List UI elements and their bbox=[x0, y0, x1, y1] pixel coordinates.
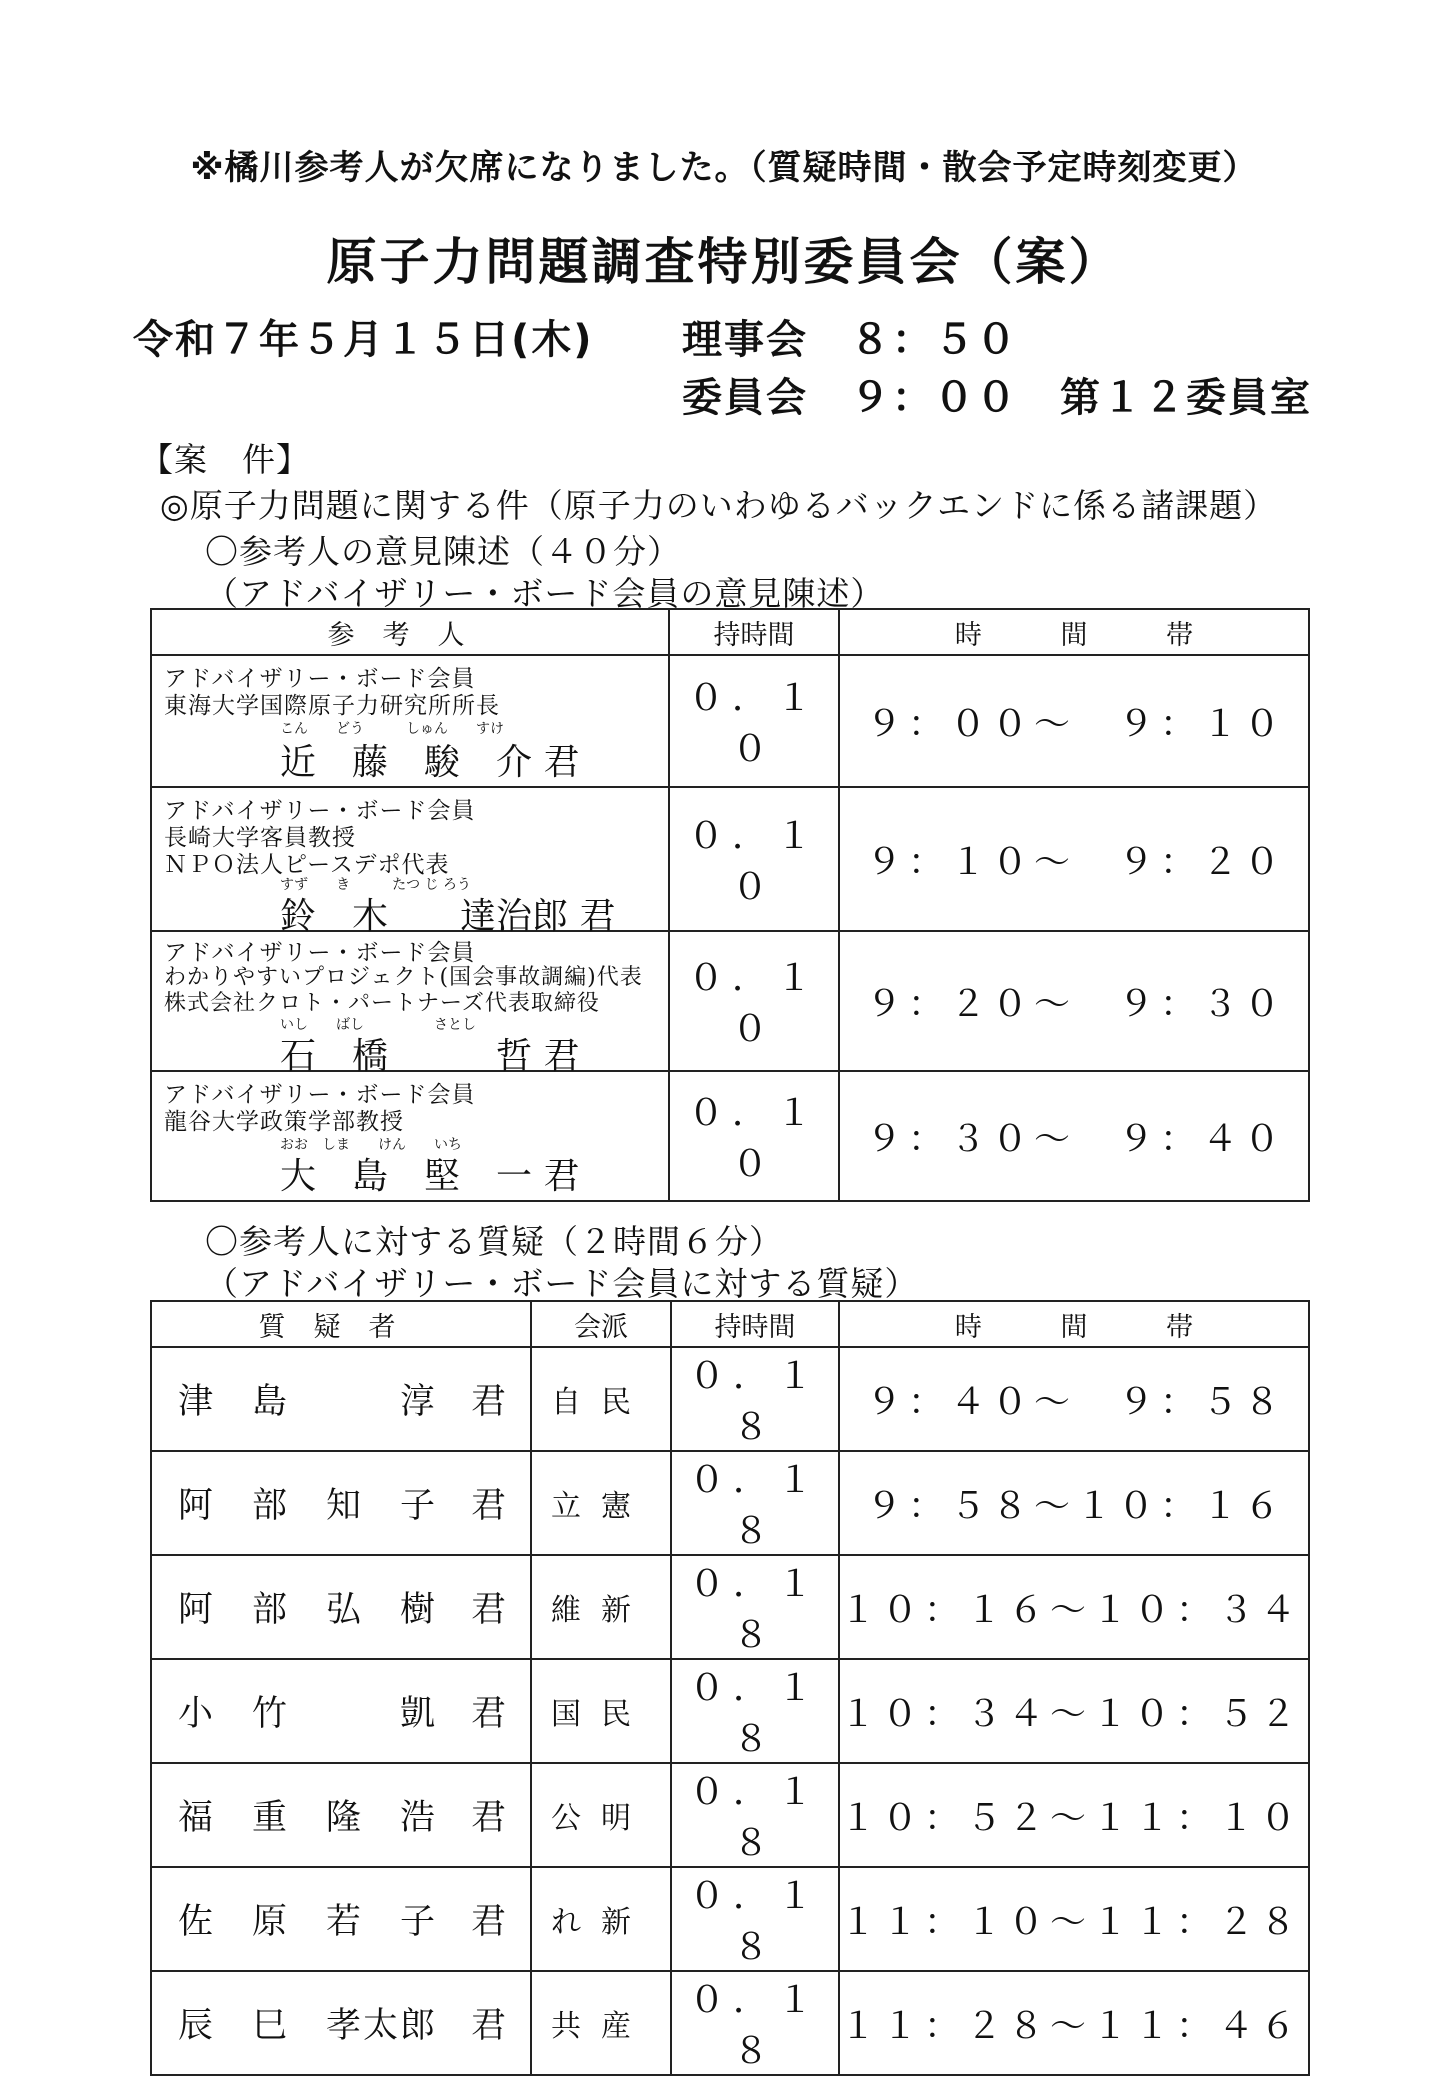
honorific: 君 bbox=[470, 1694, 508, 1734]
table-row bbox=[151, 1659, 1309, 1763]
table-row bbox=[151, 1347, 1309, 1451]
questioner-name: 辰 巳 孝太郎 bbox=[178, 2006, 438, 2046]
witness-affiliation: 長崎大学客員教授 bbox=[164, 825, 356, 851]
timeslot-cell: １０：５２～１１：１０ bbox=[839, 1763, 1309, 1867]
witness-cell bbox=[151, 931, 669, 1077]
table-row bbox=[151, 931, 1309, 1071]
honorific: 君 bbox=[470, 2006, 508, 2046]
party-cell: 維新 bbox=[531, 1555, 671, 1659]
questioner-cell bbox=[151, 1659, 531, 1763]
timeslot-cell: ９：００～ ９：１０ bbox=[839, 655, 1309, 787]
board-meeting-time: 理事会 ８：５０ bbox=[682, 317, 1018, 363]
timeslot-cell: ９：４０～ ９：５８ bbox=[839, 1347, 1309, 1451]
col-header-questioner: 質疑者 bbox=[151, 1301, 531, 1347]
witness-name: 大 島 堅 一 君 bbox=[280, 1156, 580, 1197]
witness-furigana: こん どう しゅん すけ bbox=[280, 721, 504, 737]
witness-affiliation: アドバイザリー・ボード会員 bbox=[164, 798, 476, 824]
table-row bbox=[151, 1971, 1309, 2075]
honorific: 君 bbox=[470, 1902, 508, 1942]
duration-cell: ０．１８ bbox=[671, 1659, 839, 1763]
witness-affiliation: アドバイザリー・ボード会員 bbox=[164, 666, 476, 692]
questioner-cell bbox=[151, 1451, 531, 1555]
honorific: 君 bbox=[470, 1382, 508, 1422]
table-row bbox=[151, 1071, 1309, 1201]
witness-affiliation: 龍谷大学政策学部教授 bbox=[164, 1109, 404, 1135]
col-header-witness: 参考人 bbox=[151, 609, 669, 655]
questioner-name: 阿 部 知 子 bbox=[178, 1486, 438, 1526]
honorific: 君 bbox=[470, 1590, 508, 1630]
duration-cell: ０．１８ bbox=[671, 1347, 839, 1451]
opinions-subheading: （アドバイザリー・ボード会員の意見陳述） bbox=[205, 574, 885, 613]
timeslot-cell: １０：３４～１０：５２ bbox=[839, 1659, 1309, 1763]
page-title: 原子力問題調査特別委員会（案） bbox=[326, 233, 1122, 291]
questioner-cell bbox=[151, 1867, 531, 1971]
opinions-table bbox=[150, 608, 1310, 1202]
timeslot-cell: ９：１０～ ９：２０ bbox=[839, 787, 1309, 931]
absence-notice: ※橘川参考人が欠席になりました。（質疑時間・散会予定時刻変更） bbox=[190, 148, 1258, 188]
party-cell: 公明 bbox=[531, 1763, 671, 1867]
meeting-date: 令和７年５月１５日(木) bbox=[133, 317, 594, 363]
questioner-cell bbox=[151, 1555, 531, 1659]
duration-cell: ０．１８ bbox=[671, 1971, 839, 2075]
questioner-cell bbox=[151, 1971, 531, 2075]
party-cell: 自民 bbox=[531, 1347, 671, 1451]
party-cell: 立憲 bbox=[531, 1451, 671, 1555]
witness-affiliation: わかりやすいプロジェクト(国会事故調編)代表 bbox=[164, 965, 643, 990]
col-header-duration: 持時間 bbox=[671, 1301, 839, 1347]
duration-cell: ０．１８ bbox=[671, 1867, 839, 1971]
col-header-party: 会派 bbox=[531, 1301, 671, 1347]
timeslot-cell: ９：３０～ ９：４０ bbox=[839, 1071, 1309, 1201]
witness-name: 石 橋 哲 君 bbox=[280, 1036, 580, 1077]
col-header-timeslot: 時 間 帯 bbox=[839, 1301, 1309, 1347]
party-cell: 国民 bbox=[531, 1659, 671, 1763]
timeslot-cell: １０：１６～１０：３４ bbox=[839, 1555, 1309, 1659]
witness-affiliation: 東海大学国際原子力研究所所長 bbox=[164, 693, 500, 719]
duration-cell: ０．１０ bbox=[669, 787, 839, 931]
committee-meeting-time: 委員会 ９：００ 第１２委員室 bbox=[682, 375, 1312, 421]
witness-cell bbox=[151, 1071, 669, 1201]
questions-table bbox=[150, 1300, 1310, 2076]
table-row bbox=[151, 655, 1309, 787]
agenda-heading: 【案 件】 bbox=[140, 440, 310, 479]
opinions-header-row bbox=[151, 609, 1309, 655]
witness-affiliation: 株式会社クロト・パートナーズ代表取締役 bbox=[164, 991, 600, 1016]
agenda-item: ◎原子力問題に関する件（原子力のいわゆるバックエンドに係る諸課題） bbox=[160, 486, 1278, 525]
timeslot-cell: ９：２０～ ９：３０ bbox=[839, 931, 1309, 1071]
questioner-cell bbox=[151, 1347, 531, 1451]
witness-affiliation: アドバイザリー・ボード会員 bbox=[164, 1082, 476, 1108]
honorific: 君 bbox=[470, 1798, 508, 1838]
witness-affiliation: アドバイザリー・ボード会員 bbox=[164, 940, 476, 966]
table-row bbox=[151, 1451, 1309, 1555]
duration-cell: ０．１８ bbox=[671, 1555, 839, 1659]
witness-name: 近 藤 駿 介 君 bbox=[280, 742, 580, 783]
questions-heading: 〇参考人に対する質疑（２時間６分） bbox=[205, 1222, 783, 1261]
table-row bbox=[151, 1763, 1309, 1867]
party-cell: 共産 bbox=[531, 1971, 671, 2075]
witness-cell bbox=[151, 787, 669, 937]
table-row bbox=[151, 787, 1309, 931]
questioner-name: 小 竹 凱 bbox=[178, 1694, 438, 1734]
opinions-heading: 〇参考人の意見陳述（４０分） bbox=[205, 532, 681, 571]
party-cell: れ新 bbox=[531, 1867, 671, 1971]
witness-furigana: おお しま けん いち bbox=[280, 1137, 462, 1153]
duration-cell: ０．１０ bbox=[669, 931, 839, 1071]
questions-subheading: （アドバイザリー・ボード会員に対する質疑） bbox=[205, 1264, 919, 1303]
duration-cell: ０．１８ bbox=[671, 1451, 839, 1555]
questioner-name: 阿 部 弘 樹 bbox=[178, 1590, 438, 1630]
table-row bbox=[151, 1555, 1309, 1659]
duration-cell: ０．１８ bbox=[671, 1763, 839, 1867]
col-header-timeslot: 時 間 帯 bbox=[839, 609, 1309, 655]
timeslot-cell: ９：５８～１０：１６ bbox=[839, 1451, 1309, 1555]
questioner-cell bbox=[151, 1763, 531, 1867]
col-header-duration: 持時間 bbox=[669, 609, 839, 655]
witness-furigana: すず き たつ じ ろう bbox=[280, 877, 472, 893]
witness-furigana: いし ばし さとし bbox=[280, 1017, 476, 1033]
table-row bbox=[151, 1867, 1309, 1971]
questions-header-row bbox=[151, 1301, 1309, 1347]
questioner-name: 津 島 淳 bbox=[178, 1382, 438, 1422]
honorific: 君 bbox=[470, 1486, 508, 1526]
timeslot-cell: １１：１０～１１：２８ bbox=[839, 1867, 1309, 1971]
witness-name: 鈴 木 達治郎 君 bbox=[280, 896, 616, 937]
witness-affiliation: ＮＰＯ法人ピースデポ代表 bbox=[164, 852, 450, 878]
duration-cell: ０．１０ bbox=[669, 1071, 839, 1201]
timeslot-cell: １１：２８～１１：４６ bbox=[839, 1971, 1309, 2075]
duration-cell: ０．１０ bbox=[669, 655, 839, 787]
witness-cell bbox=[151, 655, 669, 787]
questioner-name: 佐 原 若 子 bbox=[178, 1902, 438, 1942]
questioner-name: 福 重 隆 浩 bbox=[178, 1798, 438, 1838]
